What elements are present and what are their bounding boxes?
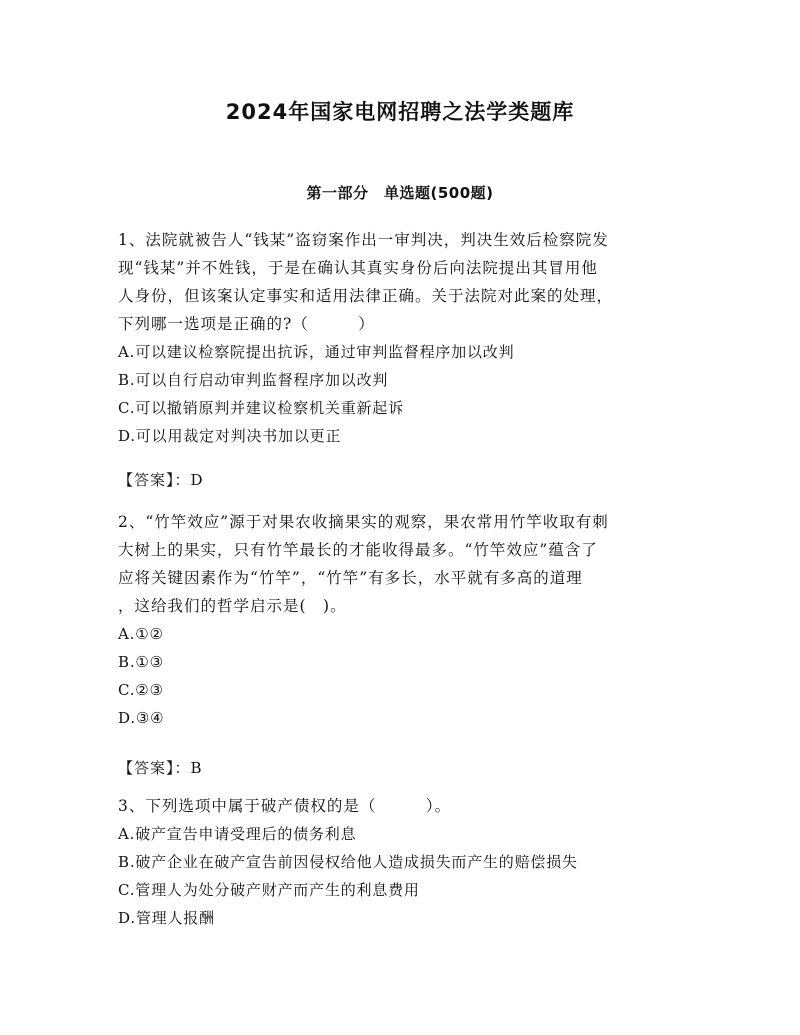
question-3: [118, 792, 688, 932]
question-text-line: 人身份，但该案认定事实和适用法律正确。关于法院对此案的处理，: [118, 287, 614, 305]
question-text-line: 2、“竹竿效应”源于对果农收摘果实的观察，果农常用竹竿收取有刺: [118, 513, 609, 531]
question-text-line: 应将关键因素作为“竹竿”，“竹竿”有多长，水平就有多高的道理: [118, 569, 583, 587]
option-d: D.可以用裁定对判决书加以更正: [118, 427, 342, 445]
option-d: D.管理人报酬: [118, 909, 215, 927]
option-c: C.可以撤销原判并建议检察机关重新起诉: [118, 399, 404, 417]
question-text-line: 下列哪一选项是正确的?（ ）: [118, 315, 375, 333]
document-title: 2024年国家电网招聘之法学类题库: [225, 100, 575, 124]
option-a: A.①②: [118, 625, 164, 643]
answer-1: 【答案】：D: [118, 471, 204, 489]
option-b: B.破产企业在破产宣告前因侵权给他人造成损失而产生的赔偿损失: [118, 853, 578, 871]
section-heading: 第一部分 单选题(500题): [306, 184, 494, 202]
question-text-line: ，这给我们的哲学启示是( )。: [118, 597, 347, 615]
option-d: D.③④: [118, 709, 165, 727]
question-text-line: 大树上的果实，只有竹竿最长的才能收得最多。“竹竿效应”蕴含了: [118, 541, 598, 559]
option-b: B.①③: [118, 653, 164, 671]
question-2: [118, 508, 688, 732]
answer-2: 【答案】：B: [118, 759, 203, 777]
question-1: [118, 226, 688, 450]
option-b: B.可以自行启动审判监督程序加以改判: [118, 371, 389, 389]
option-a: A.破产宣告申请受理后的债务利息: [118, 825, 357, 843]
option-c: C.②③: [118, 681, 164, 699]
question-text-line: 1、法院就被告人“钱某”盗窃案作出一审判决，判决生效后检察院发: [118, 231, 609, 249]
question-text-line: 3、下列选项中属于破产债权的是（ ）。: [118, 797, 452, 815]
option-c: C.管理人为处分破产财产而产生的利息费用: [118, 881, 420, 899]
option-a: A.可以建议检察院提出抗诉，通过审判监督程序加以改判: [118, 343, 515, 361]
question-text-line: 现“钱某”并不姓钱，于是在确认其真实身份后向法院提出其冒用他: [118, 259, 598, 277]
